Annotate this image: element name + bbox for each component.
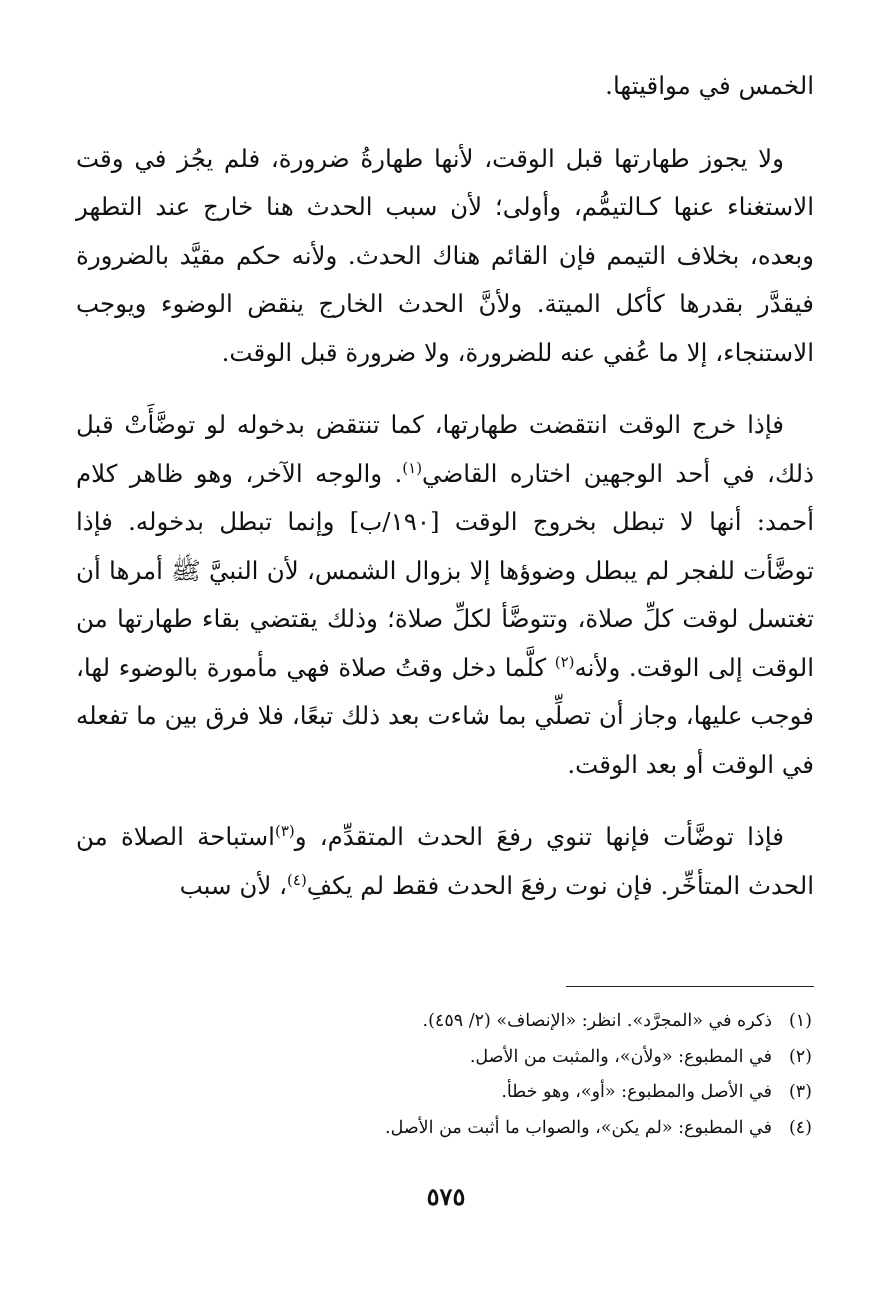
paragraph-3 bbox=[76, 401, 814, 789]
main-text bbox=[76, 62, 814, 910]
footnote-number: (١) bbox=[788, 1011, 812, 1031]
paragraph-2: ولا يجوز طهارتها قبل الوقت، لأنها طهارةُ ضرورة، فلم يجُز في وقت الاستغناء عنها كـالتيمُّم، وأولى؛ لأن سبب الحدث هنا خارج عند التطهر وبعده، بخلاف التيمم فإن القائم هناك الحدث. ولأنه حكم مقيَّد بالضرورة فيقدَّر بقدرها كأكل الميتة. ولأنَّ الحدث الخارج ينقض الوضوء ويوجب الاستنجاء، إلا ما عُفي عنه للضرورة، ولا ضرورة قبل الوقت. bbox=[76, 143, 814, 367]
footnotes bbox=[80, 1004, 812, 1146]
paragraph-4-part-2: استباحة الصلاة من الحدث المتأخِّر. فإن نوت رفعَ الحدث فقط لم يكفِ bbox=[76, 822, 814, 900]
footnote-item bbox=[80, 1075, 812, 1111]
footnote-text: في الأصل والمطبوع: «أو»، وهو خطأ. bbox=[501, 1082, 772, 1102]
paragraph-4 bbox=[76, 813, 814, 910]
footnote-text: ذكره في «المجرَّد». انظر: «الإنصاف» (٢/ ٤٥٩). bbox=[422, 1011, 772, 1031]
footnote-number: (٢) bbox=[788, 1046, 812, 1067]
footnote-item bbox=[80, 1040, 812, 1076]
footnote-number: (٤) bbox=[788, 1117, 812, 1138]
footnote-separator bbox=[566, 986, 814, 987]
page-number: ٥٧٥ bbox=[426, 1182, 466, 1211]
paragraph-3-part-1: فإذا خرج الوقت انتقضت طهارتها، كما تنتقض بدخوله لو توضَّأَتْ قبل ذلك، في أحد الوجهين اختاره القاضي bbox=[76, 410, 814, 488]
footnote-item bbox=[80, 1111, 812, 1147]
paragraph-4-part-3: ، لأن سبب bbox=[179, 870, 288, 900]
paragraph-3-part-3: كلَّما دخل وقتُ صلاة فهي مأمورة بالوضوء لها، فوجب عليها، وجاز أن تصلِّي بما شاءت بعد ذلك تبعًا، فلا فرق بين ما تفعله في الوقت أو بعد الوقت. bbox=[76, 652, 814, 779]
footnote-text: في المطبوع: «لم يكن»، والصواب ما أثبت من الأصل. bbox=[385, 1117, 772, 1138]
paragraph-3-part-2: . والوجه الآخر، وهو ظاهر كلام أحمد: أنها لا تبطل بخروج الوقت [١٩٠/ب] وإنما تبطل بدخوله. فإذا توضَّأت للفجر لم يبطل وضوؤها إلا بزوال الشمس، لأن النبيَّ ﷺ أمرها أن تغتسل لوقت كلِّ صلاة، وتتوضَّأ لكلِّ صلاة؛ وذلك يقتضي بقاء طهارتها من الوقت إلى الوقت. ولأنه bbox=[76, 458, 814, 682]
footnote-ref-3[interactable]: (٣) bbox=[274, 821, 295, 840]
footnote-ref-4[interactable]: (٤) bbox=[287, 870, 307, 889]
footnote-ref-1[interactable]: (١) bbox=[402, 458, 423, 477]
page-content bbox=[76, 62, 814, 910]
footnote-item bbox=[80, 1004, 812, 1040]
footnote-number: (٣) bbox=[788, 1082, 812, 1102]
footnote-ref-2[interactable]: (٢) bbox=[554, 652, 575, 671]
footnote-text: في المطبوع: «ولأن»، والمثبت من الأصل. bbox=[469, 1046, 772, 1067]
paragraph-4-part-1: فإذا توضَّأت فإنها تنوي رفعَ الحدث المتقدِّم، و bbox=[294, 822, 784, 851]
paragraph-1: الخمس في مواقيتها. bbox=[605, 71, 814, 100]
